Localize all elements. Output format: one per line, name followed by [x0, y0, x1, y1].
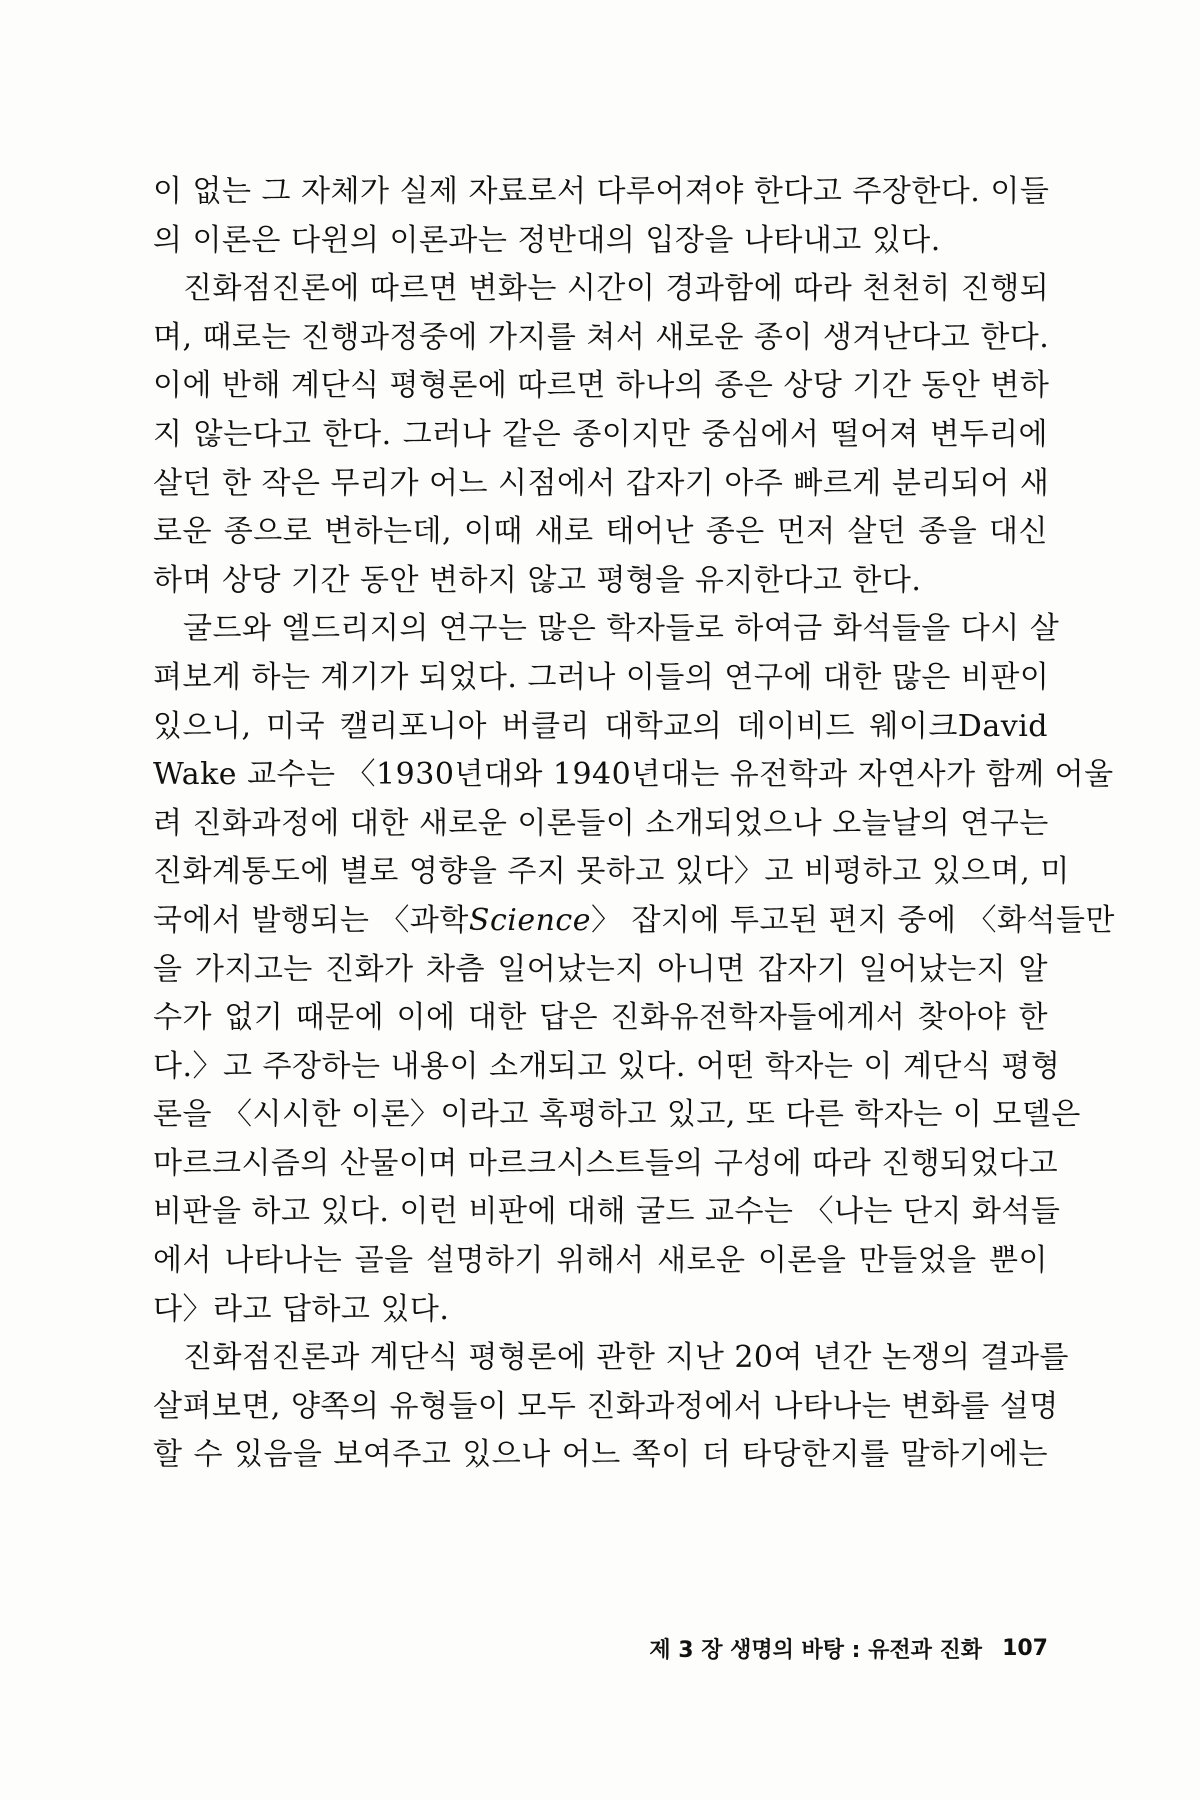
text-line — [153, 897, 1115, 946]
text-segment-italic: Science — [468, 902, 591, 938]
text-line: 하며 상당 기간 동안 변하지 않고 평형을 유지한다고 한다. — [153, 562, 922, 598]
text-line: 진화점진론에 따르면 변화는 시간이 경과함에 따라 천천히 진행되 — [183, 271, 1050, 307]
page-footer — [600, 1628, 1048, 1668]
text-line: 있으니, 미국 캘리포니아 버클리 대학교의 데이비드 웨이크David — [153, 708, 1048, 744]
text-line: 의 이론은 다윈의 이론과는 정반대의 입장을 나타내고 있다. — [153, 222, 941, 258]
text-line: 며, 때로는 진행과정중에 가지를 쳐서 새로운 종이 생겨난다고 한다. — [153, 319, 1050, 355]
text-line: 살던 한 작은 무리가 어느 시점에서 갑자기 아주 빠르게 분리되어 새 — [153, 465, 1050, 501]
text-line: 을 가지고는 진화가 차츰 일어났는지 아니면 갑자기 일어났는지 알 — [153, 951, 1048, 987]
text-line: 굴드와 엘드리지의 연구는 많은 학자들로 하여금 화석들을 다시 살 — [183, 611, 1060, 647]
text-line: 펴보게 하는 계기가 되었다. 그러나 이들의 연구에 대한 많은 비판이 — [153, 659, 1050, 695]
text-line: Wake 교수는 〈1930년대와 1940년대는 유전학과 자연사가 함께 어울 — [153, 757, 1114, 793]
text-line: 다.〉고 주장하는 내용이 소개되고 있다. 어떤 학자는 이 계단식 평형 — [153, 1048, 1061, 1084]
text-line: 로운 종으로 변하는데, 이때 새로 태어난 종은 먼저 살던 종을 대신 — [153, 514, 1048, 550]
text-line: 려 진화과정에 대한 새로운 이론들이 소개되었으나 오늘날의 연구는 — [153, 805, 1049, 841]
text-line: 론을 〈시시한 이론〉이라고 혹평하고 있고, 또 다른 학자는 이 모델은 — [153, 1097, 1081, 1133]
text-line: 할 수 있음을 보여주고 있으나 어느 쪽이 더 타당한지를 말하기에는 — [153, 1437, 1048, 1473]
text-line: 수가 없기 때문에 이에 대한 답은 진화유전학자들에게서 찾아야 한 — [153, 1000, 1048, 1036]
text-segment: 〉 잡지에 투고된 편지 중에 〈화석들만 — [591, 902, 1115, 938]
text-line: 비판을 하고 있다. 이런 비판에 대해 굴드 교수는 〈나는 단지 화석들 — [153, 1194, 1061, 1230]
page-number: 107 — [1002, 1635, 1048, 1661]
text-line: 지 않는다고 한다. 그러나 같은 종이지만 중심에서 떨어져 변두리에 — [153, 416, 1048, 452]
text-line: 살펴보면, 양쪽의 유형들이 모두 진화과정에서 나타나는 변화를 설명 — [153, 1388, 1059, 1424]
text-segment: 국에서 발행되는 〈과학 — [153, 902, 469, 938]
text-line: 진화계통도에 별로 영향을 주지 못하고 있다〉고 비평하고 있으며, 미 — [153, 854, 1070, 890]
text-line: 다〉라고 답하고 있다. — [153, 1291, 450, 1327]
text-line: 마르크시즘의 산물이며 마르크시스트들의 구성에 따라 진행되었다고 — [153, 1145, 1059, 1181]
text-line: 진화점진론과 계단식 평형론에 관한 지난 20여 년간 논쟁의 결과를 — [183, 1340, 1069, 1376]
chapter-title: 제 3 장 생명의 바탕 : 유전과 진화 — [649, 1637, 983, 1663]
body-text — [153, 168, 1115, 1480]
text-line: 이에 반해 계단식 평형론에 따르면 하나의 종은 상당 기간 동안 변하 — [153, 368, 1050, 404]
text-line: 이 없는 그 자체가 실제 자료로서 다루어져야 한다고 주장한다. 이들 — [153, 174, 1050, 209]
text-line: 에서 나타나는 골을 설명하기 위해서 새로운 이론을 만들었을 뿐이 — [153, 1243, 1048, 1279]
